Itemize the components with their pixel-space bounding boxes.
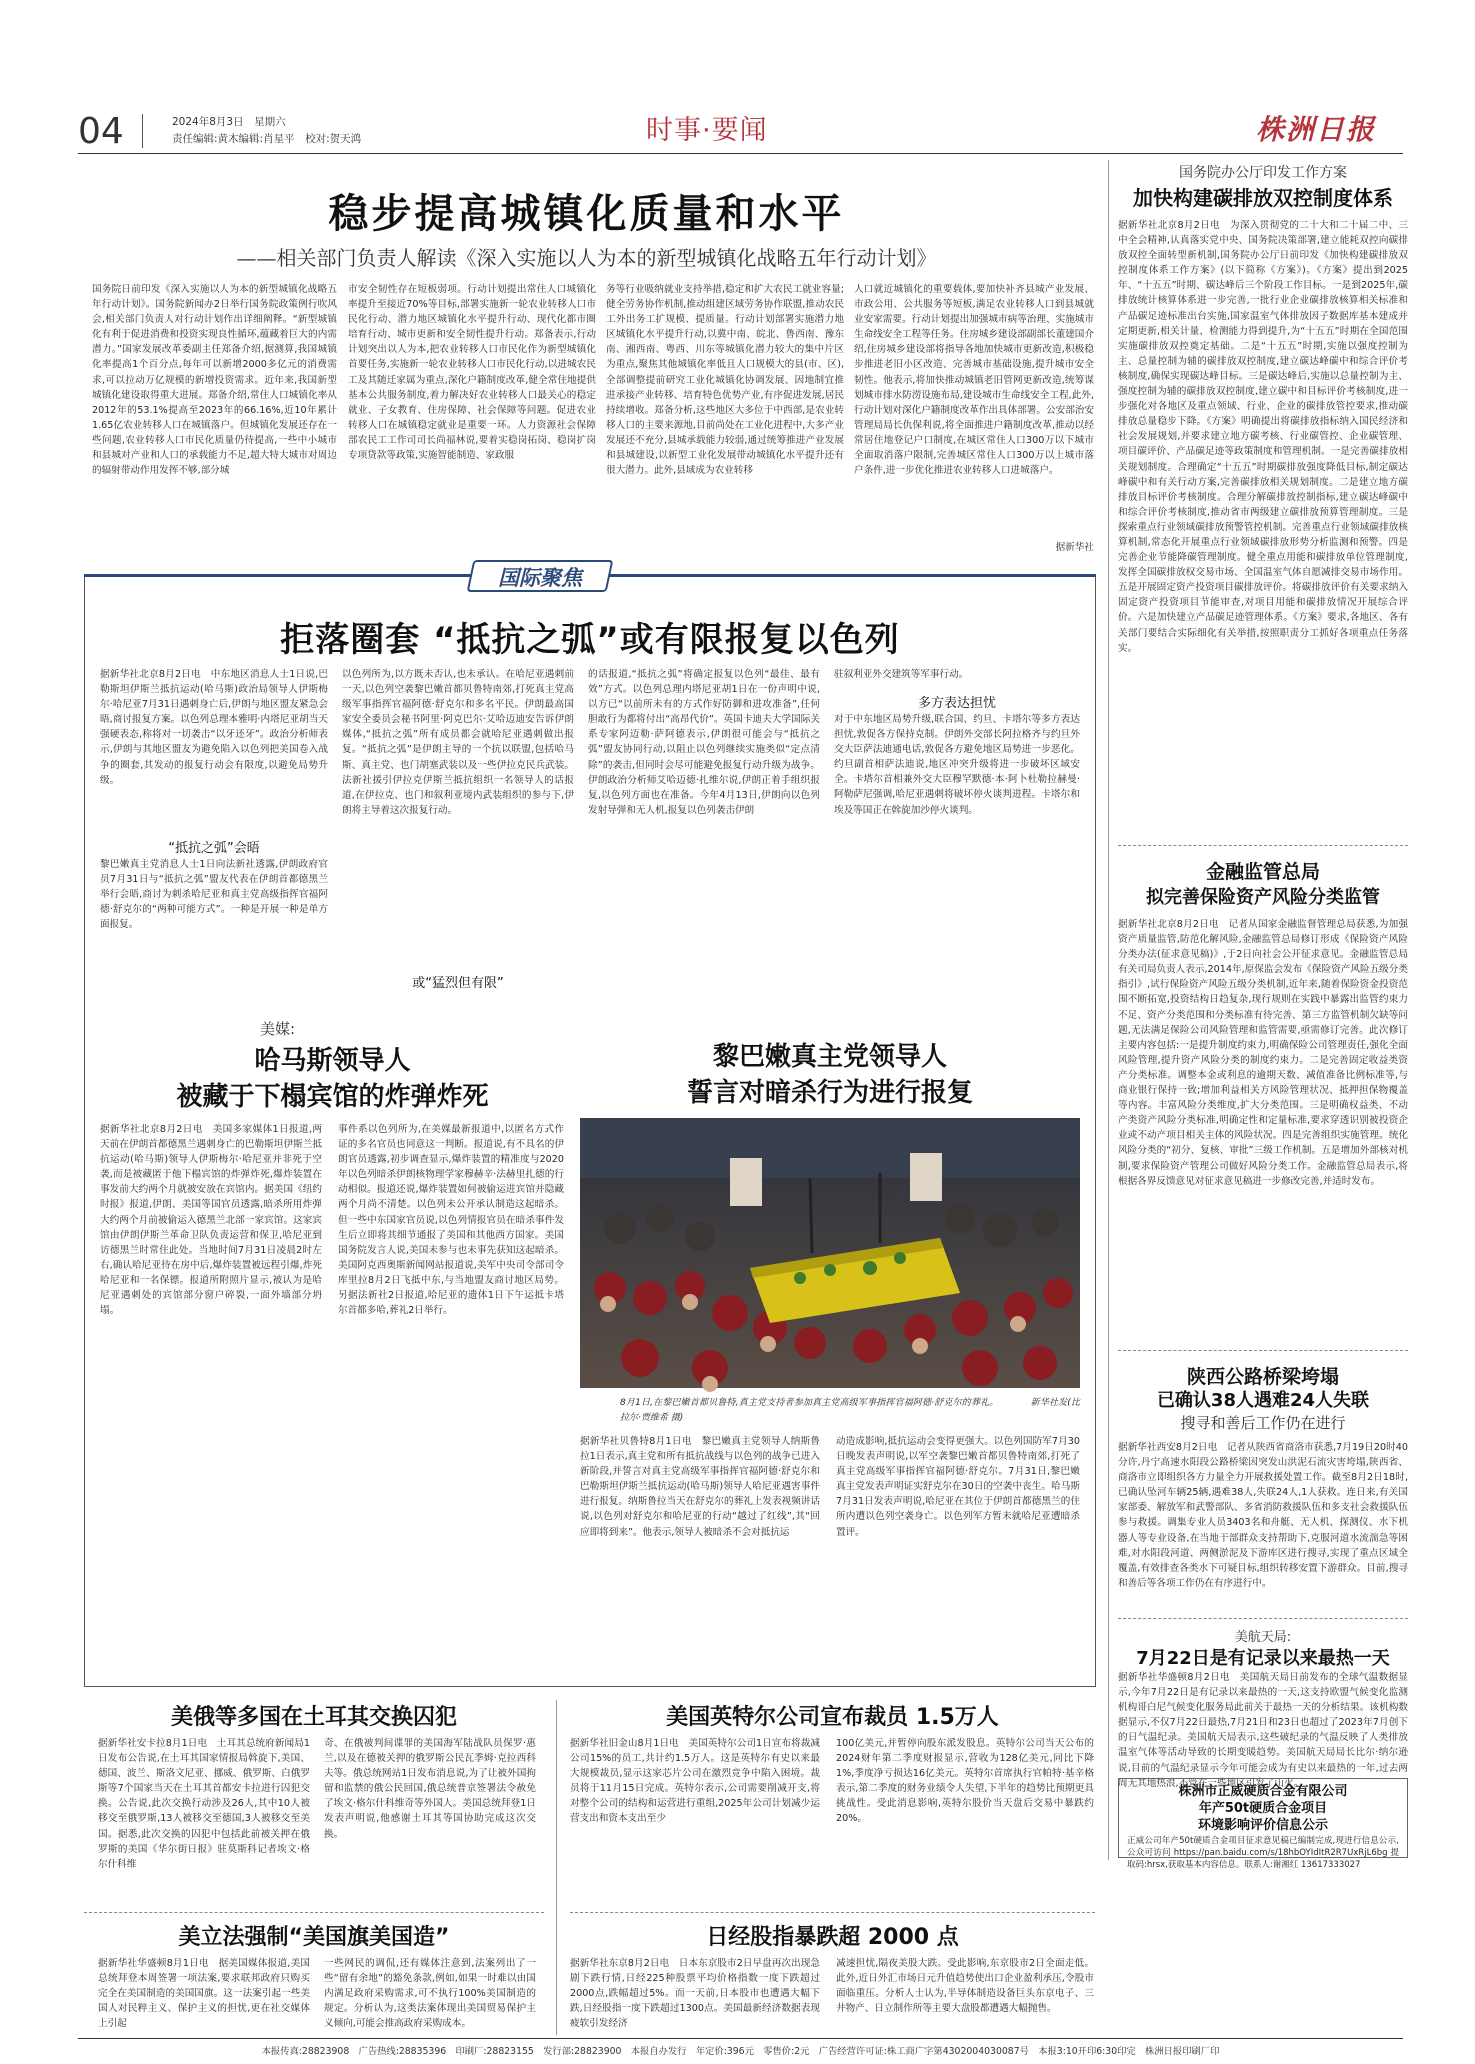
section-divider [1118, 845, 1408, 846]
article-column-2: 100亿美元,并暂停向股东派发股息。英特尔公司当天公布的2024财年第二季度财报显示,营收为128亿美元,同比下降1%,季度净亏损达16亿美元。英特尔首席执行官帕特·基辛格表示,第二季度的财务业绩令人失望,下半年的趋势比预期更具挑战性。受此消息影响,英特尔股价当天盘后交易中暴跌约20%。 [836, 1738, 1094, 1825]
masthead-divider [142, 114, 143, 148]
article-column-4: 驻叙利亚外交建筑等军事行动。 [834, 669, 969, 680]
section-divider [84, 1912, 544, 1913]
masthead [0, 0, 1475, 150]
article-column-2: 动造成影响,抵抗运动会变得更强大。以色列国防军7月30日晚发表声明说,以军空袭黎巴嫩首都贝鲁特南郊,打死了真主党高级军事指挥官福阿德·舒克尔。7月31日,黎巴嫩真主党发表声明证实舒克尔在30日的空袭中丧生。哈马斯7月31日发表声明说,哈尼亚在其位于伊朗首都德黑兰的住所内遭以色列空袭身亡。以色列军方暂未就哈尼亚遭暗杀置评。 [836, 1436, 1080, 1538]
insurance-article [1118, 855, 1408, 1345]
article-subhead: 多方表达担忧 [917, 696, 996, 711]
environment-notice-ad [1118, 1778, 1408, 1870]
date-line: 2024年8月3日 星期六 [172, 116, 286, 128]
article-column-3: 务等行业吸纳就业支持举措,稳定和扩大农民工就业容量;健全劳务协作机制,推动组建区域劳务协作联盟,推动农民工外出务工扩规模、提质量。行动计划部署实施潜力地区城镇化水平提升行动,以冀中南、皖北、鲁西南、豫东南、湘西南、粤西、川东等城镇化潜力较大的集中片区为重点,聚焦其他城镇化率低且人口规模大的县(市、区),全部调整提前研究工业化城镇化协调发展、因地制宜推进承接产业转移、培育特色优势产业,有序促进发展,居民持续增收。郑备分析,这些地区大多位于中西部,是农业转移人口的主要来源地,目前尚处在工业化进程中,大多产业发展还不充分,县城承载能力较弱,通过统筹推进产业发展和县城建设,以新型工业化发展带动城镇化水平提升还有很大潜力。此外,县域成为农业转移 [606, 284, 844, 477]
article-headline: 哈马斯领导人 [254, 1046, 411, 1076]
column-divider [556, 1700, 557, 2035]
article-headline: 加快构建碳排放双控制度体系 [1133, 186, 1393, 210]
prisoner-swap-article [84, 1700, 544, 1905]
ad-body: 正威公司年产50t硬质合金项目征求意见稿已编制完成,现进行信息公示,公众可访问 https://pan.baidu.com/s/18hbOYIdItR2R7UxRjL6bg 提取码:hrsx,获取基本内容信息。联系人:谢湘红 13617333027 [1127, 1836, 1399, 1870]
paper-logo: 株洲日报 [1256, 113, 1377, 146]
article-headline-2: 誓言对暗杀行为进行报复 [686, 1078, 973, 1108]
section-title: 时事·要闻 [646, 115, 768, 146]
article-byline: 据新华社 [1055, 542, 1094, 553]
article-column-1: 据新华社北京8月2日电 美国多家媒体1日报道,两天前在伊朗首都德黑兰遇刺身亡的巴勒斯坦伊斯兰抵抗运动(哈马斯)领导人伊斯梅尔·哈尼亚并非死于空袭,而是被藏匿于他下榻宾馆的炸弹炸死,爆炸装置在事发前大约两个月就被安放在宾馆内。据美国《纽约时报》报道,伊朗、美国等国官员透露,暗杀所用炸弹大约两个月前被偷运入德黑兰北部一家宾馆。这家宾馆由伊朗伊斯兰革命卫队负责运营和保卫,哈尼亚到访德黑兰时常住此处。当地时间7月31日凌晨2时左右,确认哈尼亚待在房中后,爆炸装置被远程引爆,炸死哈尼亚和一名保镖。报道所附照片显示,被认为是哈尼亚遇刺处的宾馆部分窗户碎裂,一面外墙部分坍塌。 [100, 1124, 322, 1317]
article-body: 据新华社北京8月2日电 为深入贯彻党的二十大和二十届二中、三中全会精神,认真落实党中央、国务院决策部署,建立能耗双控向碳排放双控全面转型新机制,国务院办公厅日前印发《加快构建碳排放双控制度体系工作方案》(以下简称《方案》)。《方案》提出到2025年、“十五五”时期、碳达峰后三个阶段工作目标。一是到2025年,碳排放统计核算体系进一步完善,一批行业企业碳排放核算相关标准和产品碳足迹标准出台实施,国家温室气体排放因子数据库基本建成并定期更新,相关计量、检测能力得到提升,为“十五五”时期在全国范围实施碳排放双控奠定基础。二是“十五五”时期,实施以强度控制为主、总量控制为辅的碳排放双控制度,建立碳达峰碳中和综合评价考核制度,确保实现碳达峰目标。三是碳达峰后,实施以总量控制为主、强度控制为辅的碳排放双控制度,建立碳中和目标评价考核制度,进一步强化对各地区及重点领域、行业、企业的碳排放管控要求,推动碳排放总量稳步下降。《方案》明确提出将碳排放指标纳入国民经济和社会发展规划,并要求建立地方碳考核、行业碳管控、企业碳管理、项目碳评价、产品碳足迹等政策制度和管理机制。一是完善碳排放相关规划制度。合理确定“十五五”时期碳排放强度降低目标,制定碳达峰碳中和有关行动方案,完善碳排放相关规划制度。二是建立地方碳排放目标评价考核制度。合理分解碳排放控制指标,建立碳达峰碳中和综合评价考核制度,推动省市两级建立碳排放预算管理制度。三是探索重点行业领域碳排放预警管控机制。完善重点行业领域碳排放核算机制,常态化开展重点行业领域碳排放形势分析监测和预警。四是完善企业节能降碳管理制度。健全重点用能和碳排放单位管理制度,发挥全国碳排放权交易市场、全国温室气体自愿减排交易市场作用。五是开展固定资产投资项目碳排放评价。将碳排放评价有关要求纳入固定资产投资项目节能审查,对项目用能和碳排放情况开展综合评价。六是加快建立产品碳足迹管理体系。《方案》要求,各地区、各有关部门要结合实际细化有关举措,按照职责分工抓好各项重点任务落实。 [1118, 220, 1408, 654]
article-kicker: 美媒: [260, 1020, 296, 1038]
masthead-rule [78, 153, 1403, 154]
article-headline: 陕西公路桥梁垮塌 [1186, 1366, 1339, 1388]
article-column-2: 市安全韧性存在短板弱项。行动计划提出常住人口城镇化率提升至接近70%等目标,部署实施新一轮农业转移人口市民化行动、潜力地区城镇化水平提升行动、现代化都市圈培育行动、城市更新和安全韧性提升行动。郑备表示,行动计划突出以人为本,把农业转移人口市民化作为新型城镇化首要任务,实施新一轮农业转移人口市民化行动,以进城农民工及其随迁家属为重点,深化户籍制度改革,健全常住地提供基本公共服务制度,着力解决好农业转移人口最关心的稳定就业、子女教育、住房保障、社会保障等问题。促进农业转移人口在城镇稳定就业是重要一环。人力资源社会保障部农民工工作司司长尚福林说,要着实稳岗拓岗、稳岗扩岗专项贷款等政策,实施智能制造、家政服 [348, 284, 596, 462]
article-headline: 美俄等多国在土耳其交换囚犯 [170, 1705, 457, 1730]
article-subheadline: ——相关部门负责人解读《深入实施以人为本的新型城镇化战略五年行动计划》 [236, 246, 937, 270]
article-kicker: 美航天局: [1234, 1630, 1292, 1645]
focus-kicker: 国际聚焦 [498, 566, 582, 590]
article-column-1: 国务院日前印发《深入实施以人为本的新型城镇化战略五年行动计划》。国务院新闻办2日举行国务院政策例行吹风会,相关部门负责人对行动计划作出详细阐释。“新型城镇化有利于促进消费和投资实现良性循环,蕴藏着巨大的内需潜力。”国家发展改革委副主任郑备介绍,据测算,我国城镇化率提高1个百分点,每年可以新增2000多亿元的消费需求,可以拉动万亿规模的新增投资需求。近年来,我国新型城镇化建设取得重大进展。郑备介绍,常住人口城镇化率从2012年的53.1%提高至2023年的66.16%,近10年累计1.65亿农业转移人口在城镇落户。但城镇化发展还存在一些问题,农业转移人口市民化质量仍待提高,一些中小城市和县城对产业和人口的承载能力不足,超大特大城市对周边的辐射带动作用发挥不够,部分城 [92, 284, 337, 477]
article-column-1: 据新华社旧金山8月1日电 美国英特尔公司1日宣布将裁减公司15%的员工,共计约1.5万人。这是英特尔有史以来最大规模裁员,显示这家芯片公司在激烈竞争中陷入困境。裁员将于11月15日完成。英特尔表示,公司需要削减开支,将对整个公司的结构和运营进行重组,2025年公司计划减少运营支出和资本支出至少 [570, 1738, 820, 1825]
article-subhead: 或“猛烈但有限” [412, 976, 504, 991]
hezbollah-article [580, 1018, 1080, 1678]
article-column-1: 据新华社华盛顿8月1日电 据美国媒体报道,美国总统拜登本周签署一项法案,要求联邦政府只购买完全在美国制造的美国国旗。这一法案引起一些美国人对民粹主义、保护主义的担忧,更在社交媒体上引起 [98, 1958, 310, 2030]
article-subheadline: 搜寻和善后工作仍在进行 [1180, 1414, 1346, 1432]
article-body: 据新华社华盛顿8月2日电 美国航天局日前发布的全球气温数据显示,今年7月22日是有记录以来最热的一天,这支持欧盟气候变化监测机构哥白尼气候变化服务局此前关于最热一天的分析结果。该机构数据显示,不仅7月22日最热,7月21日和23日也超过了2023年7月创下的日气温纪录。美国航天局表示,这些破纪录的气温反映了人类排放温室气体等活动导致的长期变暖趋势。美国航天局局长比尔·纳尔逊说,目前的气温纪录显示今年可能会成为有史以来最热的一年,过去两周无其地热浪,不管在一些地区引发了山火。 [1118, 1672, 1408, 1789]
article-column-2: 事件系以色列所为,在美媒最新报道中,以匿名方式作证的多名官员也同意这一判断。报道说,有不具名的伊朗官员透露,初步调查显示,爆炸装置的精准度与2020年以色列暗杀伊朗核物理学家穆赫辛·法赫里扎德的行动相似。报道还说,爆炸装置如何被偷运进宾馆并隐藏两个月尚不清楚。以色列未公开承认制造这起暗杀。但一些中东国家官员说,以色列情报官员在暗杀事件发生后立即将其细节通报了美国和其他西方国家。美国国务院发言人说,美国未参与也未事先获知这起暗杀。美国阿克西奥斯新闻网站报道说,美军中央司令部司令库里拉8月2日飞抵中东,与当地盟友商讨地区局势。另据法新社2日报道,哈尼亚的遗体1日下午运抵卡塔尔首都多哈,葬礼2日举行。 [338, 1124, 564, 1317]
article-column-1: 据新华社安卡拉8月1日电 土耳其总统府新闻局1日发布公告说,在土耳其国家情报局斡旋下,美国、德国、波兰、斯洛文尼亚、挪威、俄罗斯、白俄罗斯等7个国家当天在土耳其首都安卡拉进行囚犯交换。公告说,此次交换行动涉及26人,其中10人被移交至俄罗斯,13人被移交至德国,3人被移交至美国。据悉,此次交换的囚犯中包括此前被关押在俄罗斯的美国《华尔街日报》驻莫斯科记者埃文·格尔什科维 [98, 1738, 310, 1870]
article-headline-2: 拟完善保险资产风险分类监管 [1146, 887, 1380, 908]
article-subhead: “抵抗之弧”会晤 [168, 841, 260, 856]
article-headline: 日经股指暴跌超 2000 点 [706, 1925, 959, 1950]
article-kicker: 国务院办公厅印发工作方案 [1179, 165, 1347, 181]
footer-rule [78, 2038, 1403, 2039]
article-column-1: 据新华社东京8月2日电 日本东京股市2日早盘再次出现急剧下跌行情,日经225种股票平均价格指数一度下跌超过2000点,跌幅超过5%。而一天前,日本股市也遭遇大幅下跌,日经股指一度下跌超过1300点。美国最新经济数据表现疲软引发经济 [570, 1958, 820, 2030]
page-number: 04 [78, 111, 124, 152]
article-column-3: 的话报道,“抵抗之弧”将确定报复以色列“最佳、最有效”方式。以色列总理内塔尼亚胡1日在一份声明中说,以方已“以前所未有的方式作好防御和进攻准备”,任何胆敢行为都将付出“高昂代价”。英国卡迪夫大学国际关系专家阿迈勒·萨阿德表示,伊朗很可能会与“抵抗之弧”盟友协同行动,以阻止以色列继续实施类似“定点清除”的袭击,但同时会尽可能避免报复行动升级为战争。伊朗政治分析师艾哈迈德·扎维尔说,伊朗正着手组织报复,以色列方面也在准备。今年4月13日,伊朗向以色列发射导弹和无人机,报复以色列袭击伊朗 [588, 669, 820, 816]
article-body: 据新华社西安8月2日电 记者从陕西省商洛市获悉,7月19日20时40分许,丹宁高速水阳段公路桥梁因突发山洪泥石流灾害垮塌,陕西省、商洛市立即组织各方力量全力开展救援处置工作。截至8月2日18时,已确认坠河车辆25辆,遇难38人,失联24人,1人获救。连日来,有关国家部委、解放军和武警部队、多省消防救援队伍和多支社会救援队伍参与救援。调集专业人员3403名和舟艇、无人机、探测仪、水下机器人等专业设备,在当地干部群众支持帮助下,克服河道水流湍急等困难,对水阳段河道、两侧淤泥及下游库区进行搜寻,实现了重点区域全覆盖,有效排查各类水下可疑目标,组织转移安置下游群众。目前,搜寻和善后等各项工作仍在有序进行中。 [1118, 1442, 1408, 1589]
section-divider [570, 1912, 1095, 1913]
funeral-photo [580, 1118, 1080, 1388]
footer-info: 本报传真:28823908 广告热线:28835396 印刷厂:28823155 发行部:28823900 本报自办发行 年定价:396元 零售价:2元 广告经营许可证:株工商广字第4302004030087号 本报3:10开印6:30印完 株洲日报印刷厂印 [261, 2046, 1220, 2057]
section-divider [1118, 1618, 1408, 1619]
editors-line: 责任编辑:黄木编辑:肖星平 校对:贺天鸿 [172, 133, 362, 145]
article-column-1b: 黎巴嫩真主党消息人士1日向法新社透露,伊朗政府官员7月31日与“抵抗之弧”盟友代表在伊朗首都德黑兰举行会晤,商讨为刺杀哈尼亚和真主党高级指挥官福阿德·舒克尔的“两种可能方式”。一种是开展一种是单方面报复。 [100, 859, 328, 931]
haniyeh-bomb-article [100, 1018, 565, 1678]
carbon-article [1118, 160, 1408, 840]
intel-layoffs-article [570, 1700, 1095, 1905]
ad-heading: 环境影响评价信息公示 [1197, 1818, 1328, 1833]
article-column-2: 以色列所为,以方既未否认,也未承认。在哈尼亚遇刺前一天,以色列空袭黎巴嫩首都贝鲁特南郊,打死真主党高级军事指挥官福阿德·舒克尔和多名平民。伊朗最高国家安全委员会秘书阿里·阿克巴尔·艾哈迈迪安告诉伊朗媒体,“抵抗之弧”所有成员都会就哈尼亚遇刺做出报复。“抵抗之弧”是伊朗主导的一个抗以联盟,包括哈马斯、真主党、也门胡塞武装以及一些伊拉克民兵武装。法新社援引伊拉克伊斯兰抵抗组织一名领导人的话报道,在伊拉克、也门和叙利亚境内武装组织的参与下,伊朗将主导着这次报复行动。 [342, 669, 574, 816]
article-column-4: 人口就近城镇化的重要载体,要加快补齐县城产业发展、市政公用、公共服务等短板,满足农业转移人口到县城就业安家需要。行动计划提出加强城市病等治理、实施城市生命线安全工程等任务。住房城乡建设部副部长董建国介绍,住房城乡建设部将指导各地加快城市更新改造,积极稳步推进老旧小区改造、完善城市基础设施,提升城市安全韧性。他表示,将加快推动城镇老旧管网更新改造,统筹谋划城市排水防涝设施布局,建设城市生命线安全工程,此外,行动计划对深化户籍制度改革作出具体部署。公安部治安管理局局长仇保利说,将全面推进户籍制度改革,推动以经常居住地登记户口制度,在城区常住人口300万以下城市全面取消落户限制,完善城区常住人口300万以上城市落户条件,进一步优化推进农业转移人口进城落户。 [854, 284, 1094, 477]
ad-company: 株洲市正威硬质合金有限公司 [1178, 1784, 1348, 1799]
article-headline: 金融监管总局 [1205, 861, 1320, 883]
section-divider [1118, 1350, 1408, 1351]
article-headline: 黎巴嫩真主党领导人 [712, 1042, 947, 1072]
article-headline-2: 被藏于下榻宾馆的炸弹炸死 [176, 1082, 489, 1112]
article-column-4b: 对于中东地区局势升级,联合国、约旦、卡塔尔等多方表达担忧,敦促各方保持克制。伊朗外交部长阿拉格齐与约旦外交大臣萨法迪通电话,敦促各方避免地区局势进一步恶化。约旦副首相萨法迪说,地区冲突升级将进一步破坏区域安全。卡塔尔首相兼外交大臣穆罕默德·本·阿卜杜勒拉赫曼·阿勒萨尼强调,哈尼亚遇刺将破坏停火谈判进程。卡塔尔和埃及等国正在斡旋加沙停火谈判。 [834, 714, 1080, 816]
article-column-1: 据新华社北京8月2日电 中东地区消息人士1日说,巴勒斯坦伊斯兰抵抗运动(哈马斯)政治局领导人伊斯梅尔·哈尼亚7月31日遇刺身亡后,伊朗与地区盟友紧急会晤,商讨报复方案。以色列总理本雅明·内塔尼亚胡当天强硬表态,称将对一切袭击“以牙还牙”。政治分析师表示,伊朗与其地区盟友为避免陷入以色列把美国卷入战争的圈套,其发动的报复行动会有限度,以避免局势升级。 [100, 669, 328, 786]
photo-caption: 8月1日,在黎巴嫩首都贝鲁特,真主党支持者参加真主党高级军事指挥官福阿德·舒克尔的葬礼。 新华社发(比拉尔·贾维希 摄) [620, 1398, 1080, 1423]
hottest-day-article [1118, 1626, 1408, 1789]
nikkei-article [570, 1920, 1095, 2040]
article-column-1: 据新华社贝鲁特8月1日电 黎巴嫩真主党领导人纳斯鲁拉1日表示,真主党和所有抵抗战线与以色列的战争已进入新阶段,并誓言对真主党高级军事指挥官福阿德·舒克尔和巴勒斯坦伊斯兰抵抗运动(哈马斯)领导人哈尼亚遇害事件进行报复。纳斯鲁拉当天在舒克尔的葬礼上发表视频讲话说,以色列对舒克尔和哈尼亚的行动“越过了红线”,其“回应即将到来”。他表示,领导人被暗杀不会对抵抗运 [580, 1436, 820, 1538]
article-body: 据新华社北京8月2日电 记者从国家金融监督管理总局获悉,为加强资产质量监管,防范化解风险,金融监管总局修订形成《保险资产风险分类办法(征求意见稿)》,于2日向社会公开征求意见。金融监管总局有关司局负责人表示,2014年,原保监会发布《保险资产风险五级分类指引》,试行保险资产风险五级分类机制,近年来,随着保险资金投资范围不断拓宽,投资结构日趋复杂,现行规则在实践中暴露出监管约束力不足、资产分类范围和分类标准有待完善、第三方监管机制欠缺等问题,无法满足保险公司风险管理和监管需要,亟需修订完善。此次修订主要内容包括:一是提升制度约束力,明确保险公司管理责任,强化全面风险管理,提升资产风险分类的制度约束力。二是完善固定收益类资产分类标准。调整本金或利息的逾期天数、减值准备比例标准等,与商业银行保持一致;增加利益相关方风险管理状况、抵押担保物覆盖等内容。丰富风险分类维度,扩大分类范围。三是明确权益类、不动产类资产风险分类标准,明确定性和定量标准,要求穿透识别被投资企业或不动产项目相关主体的风险状况。四是完善组织实施管理。统化风险分类的“初分、复核、审批”三级工作机制。五是增加外部核对机制,要求保险资产管理公司做好风险分类工作。金融监管总局表示,将根据各界反馈意见对征求意见稿进一步修改完善,并适时发布。 [1118, 919, 1408, 1187]
article-column-2: 减速担忧,隔夜美股大跌。受此影响,东京股市2日全面走低。此外,近日外汇市场日元升值趋势使出口企业盈利承压,令股市面临重压。分析人士认为,半导体制造设备巨头东京电子、三井物产、日立制作所等主要大盘股都遭遇大幅抛售。 [836, 1958, 1094, 2015]
article-headline-2: 已确认38人遇难24人失联 [1156, 1390, 1370, 1411]
article-headline: 美国英特尔公司宣布裁员 1.5万人 [666, 1705, 999, 1730]
column-divider [1108, 160, 1109, 1860]
article-headline: 美立法强制“美国旗美国造” [178, 1925, 450, 1950]
bridge-collapse-article [1118, 1360, 1408, 1612]
urbanization-article [78, 170, 1095, 560]
article-headline: 7月22日是有记录以来最热一天 [1136, 1648, 1390, 1669]
article-column-2: 一些网民的调侃,还有媒体注意到,法案列出了一些“留有余地”的豁免条款,例如,如果一时难以由国内满足政府采购需求,可不执行100%美国制造的规定。分析认为,这类法案体现出美国贸易保护主义倾向,可能会推高政府采购成本。 [324, 1958, 536, 2030]
article-column-2: 奇、在俄被判间谍罪的美国海军陆战队员保罗·惠兰,以及在德被关押的俄罗斯公民瓦季姆·克拉西科夫等。俄总统网站1日发布消息说,为了让被外国拘留和监禁的俄公民回国,俄总统普京签署法令赦免了埃文·格尔什科维奇等外国人。美国总统拜登1日发表声明说,他感谢土耳其等国协助完成这次交换。 [324, 1738, 536, 1840]
ad-project: 年产50t硬质合金项目 [1198, 1801, 1328, 1816]
flag-law-article [84, 1920, 544, 2040]
article-headline: 稳步提高城镇化质量和水平 [328, 191, 845, 237]
resistance-arc-article [100, 612, 1080, 1012]
article-headline: 拒落圈套 “抵抗之弧”或有限报复以色列 [280, 620, 900, 660]
